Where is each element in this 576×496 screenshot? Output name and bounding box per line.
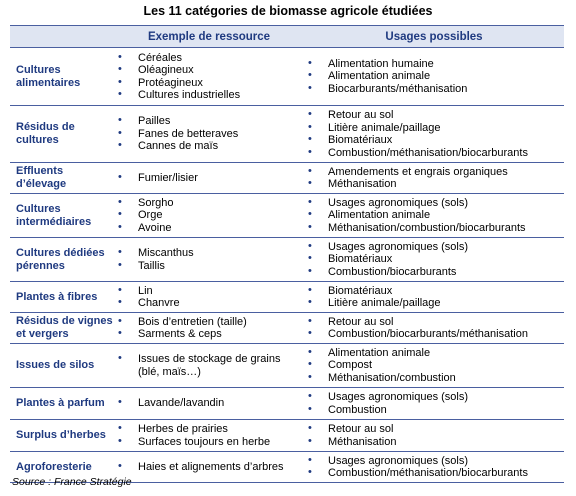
uses-list	[304, 109, 564, 159]
header-uses: Usages possibles	[385, 30, 483, 43]
uses-list	[304, 197, 564, 235]
examples-cell	[114, 397, 304, 410]
example-item: • Haies et alignements d’arbres	[114, 461, 304, 474]
table-row	[10, 194, 564, 238]
use-item: • Compost	[304, 359, 564, 372]
examples-list	[114, 247, 304, 272]
example-item: • Fanes de betteraves	[114, 128, 304, 141]
example-item: • Cannes de maïs	[114, 140, 304, 153]
category-label: Résidus de cultures	[16, 121, 75, 146]
source-note: Source : France Stratégie	[12, 476, 132, 488]
examples-cell	[114, 316, 304, 341]
use-item: • Biomatériaux	[304, 134, 564, 147]
use-item: • Méthanisation	[304, 178, 564, 191]
category-label: Cultures dédiées pérennes	[16, 246, 105, 272]
examples-cell	[114, 247, 304, 272]
use-item: • Usages agronomiques (sols)	[304, 241, 564, 254]
use-item: • Litière animale/paillage	[304, 297, 564, 310]
use-item: • Combustion/biocarburants/méthanisation	[304, 328, 564, 341]
example-item: • Lavande/lavandin	[114, 397, 304, 410]
examples-list	[114, 423, 304, 448]
example-item: • Avoine	[114, 222, 304, 235]
use-item: • Retour au sol	[304, 423, 564, 436]
example-item: • Fumier/lisier	[114, 172, 304, 185]
example-item: • Chanvre	[114, 297, 304, 310]
table-row	[10, 48, 564, 106]
table-row	[10, 313, 564, 344]
table-body	[10, 48, 564, 482]
use-item: • Biomatériaux	[304, 285, 564, 298]
use-item: • Usages agronomiques (sols)	[304, 455, 564, 468]
examples-list	[114, 52, 304, 102]
use-item: • Combustion	[304, 404, 564, 417]
uses-list	[304, 285, 564, 310]
uses-cell	[304, 109, 564, 159]
examples-list	[114, 115, 304, 153]
uses-list	[304, 58, 564, 96]
table-row	[10, 238, 564, 282]
use-item: • Usages agronomiques (sols)	[304, 197, 564, 210]
category-label: Résidus de vignes et vergers	[16, 315, 113, 340]
uses-cell	[304, 391, 564, 416]
uses-cell	[304, 58, 564, 96]
page-title: Les 11 catégories de biomasse agricole étudiées	[143, 4, 433, 18]
use-item: • Biomatériaux	[304, 253, 564, 266]
uses-list	[304, 455, 564, 480]
use-item: • Combustion/méthanisation/biocarburants	[304, 147, 564, 160]
table-header	[10, 26, 564, 48]
example-item: • Surfaces toujours en herbe	[114, 436, 304, 449]
example-item: • Issues de stockage de grains (blé, maïs…)	[114, 353, 304, 378]
examples-list	[114, 172, 304, 185]
biomass-table	[10, 25, 564, 483]
use-item: • Méthanisation/combustion	[304, 372, 564, 385]
category-label: Plantes à fibres	[16, 290, 98, 303]
uses-cell	[304, 423, 564, 448]
use-item: • Usages agronomiques (sols)	[304, 391, 564, 404]
examples-cell	[114, 285, 304, 310]
use-item: • Biocarburants/méthanisation	[304, 83, 564, 96]
example-item: • Miscanthus	[114, 247, 304, 260]
header-examples: Exemple de ressource	[147, 30, 271, 43]
examples-cell	[114, 197, 304, 235]
use-item: • Alimentation animale	[304, 70, 564, 83]
uses-list	[304, 347, 564, 385]
category-label: Effluents d’élevage	[16, 165, 67, 190]
example-item: • Sarments & ceps	[114, 328, 304, 341]
uses-cell	[304, 197, 564, 235]
table-row	[10, 344, 564, 388]
example-item: • Lin	[114, 285, 304, 298]
examples-cell	[114, 423, 304, 448]
category-label: Cultures intermédiaires	[16, 202, 92, 228]
examples-cell	[114, 115, 304, 153]
table-row	[10, 106, 564, 163]
examples-list	[114, 197, 304, 235]
example-item: • Protéagineux	[114, 77, 304, 90]
examples-cell	[114, 172, 304, 185]
table-row	[10, 420, 564, 452]
uses-list	[304, 241, 564, 279]
use-item: • Alimentation humaine	[304, 58, 564, 71]
category-label: Agroforesterie	[16, 460, 92, 473]
example-item: • Sorgho	[114, 197, 304, 210]
example-item: • Oléagineux	[114, 64, 304, 77]
use-item: • Litière animale/paillage	[304, 122, 564, 135]
uses-list	[304, 166, 564, 191]
use-item: • Alimentation animale	[304, 209, 564, 222]
uses-list	[304, 316, 564, 341]
example-item: • Cultures industrielles	[114, 89, 304, 102]
examples-cell	[114, 353, 304, 378]
examples-list	[114, 285, 304, 310]
use-item: • Méthanisation	[304, 436, 564, 449]
category-label: Issues de silos	[16, 359, 95, 371]
example-item: • Herbes de prairies	[114, 423, 304, 436]
uses-list	[304, 391, 564, 416]
uses-list	[304, 423, 564, 448]
uses-cell	[304, 241, 564, 279]
category-label: Plantes à parfum	[16, 397, 105, 409]
uses-cell	[304, 316, 564, 341]
examples-list	[114, 316, 304, 341]
use-item: • Amendements et engrais organiques	[304, 166, 564, 179]
use-item: • Combustion/biocarburants	[304, 266, 564, 279]
use-item: • Retour au sol	[304, 109, 564, 122]
use-item: • Méthanisation/combustion/biocarburants	[304, 222, 564, 235]
examples-list	[114, 397, 304, 410]
table-row	[10, 388, 564, 420]
examples-list	[114, 461, 304, 474]
use-item: • Alimentation animale	[304, 347, 564, 360]
example-item: • Taillis	[114, 260, 304, 273]
examples-cell	[114, 461, 304, 474]
uses-cell	[304, 285, 564, 310]
category-label: Surplus d’herbes	[16, 429, 106, 441]
example-item: • Pailles	[114, 115, 304, 128]
table-row	[10, 282, 564, 313]
example-item: • Orge	[114, 209, 304, 222]
use-item: • Retour au sol	[304, 316, 564, 329]
uses-cell	[304, 166, 564, 191]
example-item: • Bois d’entretien (taille)	[114, 316, 304, 329]
category-label: Cultures alimentaires	[16, 63, 81, 89]
uses-cell	[304, 347, 564, 385]
example-item: • Céréales	[114, 52, 304, 65]
examples-list	[114, 353, 304, 378]
examples-cell	[114, 52, 304, 102]
uses-cell	[304, 455, 564, 480]
use-item: • Combustion/méthanisation/biocarburants	[304, 467, 564, 480]
table-row	[10, 163, 564, 194]
